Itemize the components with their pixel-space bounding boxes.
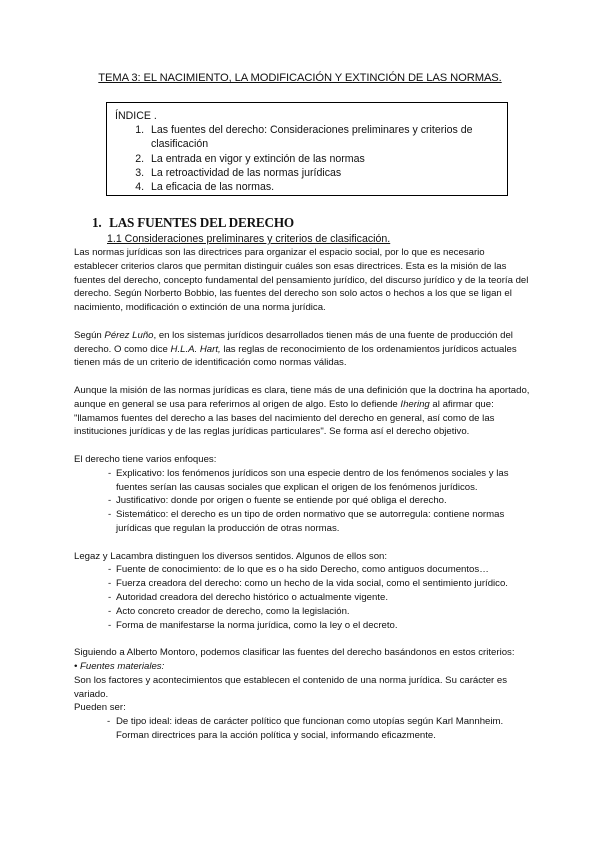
- list-item: - Explicativo: los fenómenos jurídicos son una especie dentro de los fenómenos sociales y las fuentes serían las causas sociales que explican el origen de los fenómenos jurídicos.: [108, 467, 530, 495]
- paragraph: Legaz y Lacambra distinguen los diversos sentidos. Algunos de ellos son:: [74, 550, 388, 562]
- paragraph: El derecho tiene varios enfoques:: [74, 453, 217, 465]
- document-body: [74, 246, 530, 743]
- subsection-heading: 1.1 Consideraciones preliminares y criterios de clasificación.: [107, 233, 391, 245]
- paragraph: Siguiendo a Alberto Montoro, podemos clasificar las fuentes del derecho basándonos en estos criterios:: [74, 647, 515, 659]
- author-name: Ihering: [400, 398, 430, 410]
- enfoques-list: [74, 467, 530, 536]
- section-heading-text: LAS FUENTES DEL DERECHO: [109, 215, 294, 230]
- index-box: [106, 102, 508, 196]
- index-item: 2. La entrada en vigor y extinción de las normas: [147, 152, 499, 166]
- paragraph: Aunque la misión de las normas jurídicas es clara, tiene más de una definición que la doctrina ha aportado, aunque en general se usa para referirnos al origen de algo. Esto lo defiende Ihering al afirmar que: "llamamos fuentes del derecho a las bases del nacimiento del derecho en general, así como de las instituciones jurídicas y de las reglas jurídicas particulares". Se forma así el derecho objetivo.: [74, 384, 530, 438]
- list-item: - Acto concreto creador de derecho, como la legislación.: [108, 605, 530, 619]
- list-item: - Autoridad creadora del derecho histórico o actualmente vigente.: [108, 591, 530, 605]
- list-item: - Justificativo: donde por origen o fuente se entiende por qué obliga el derecho.: [108, 494, 530, 508]
- list-item: - Sistemático: el derecho es un tipo de orden normativo que se autorregula: contiene normas jurídicas que regulan la producción de otras normas.: [108, 508, 530, 536]
- subheading-fuentes-materiales: • Fuentes materiales:: [74, 660, 165, 672]
- list-item: - Fuente de conocimiento: de lo que es o ha sido Derecho, como antiguos documentos…: [108, 563, 530, 577]
- index-item: 3. La retroactividad de las normas jurídicas: [147, 166, 499, 180]
- tipos-list: [74, 715, 530, 743]
- author-name: Pérez Luño: [104, 329, 154, 341]
- index-item: 1. Las fuentes del derecho: Consideraciones preliminares y criterios de clasificación: [147, 123, 499, 151]
- paragraph: Según Pérez Luño, en los sistemas jurídicos desarrollados tienen más de una fuente de producción del derecho. O como dice H.L.A. Hart, las reglas de reconocimiento de los ordenamientos jurídicos actuales tienen más de un criterio de identificación como normas válidas.: [74, 329, 517, 369]
- section-heading: [92, 215, 294, 231]
- index-list: [115, 123, 499, 194]
- index-heading: ÍNDICE .: [115, 110, 157, 122]
- paragraph: Son los factores y acontecimientos que establecen el contenido de una norma jurídica. Su carácter es variado.: [74, 674, 508, 700]
- sentidos-list: [74, 563, 530, 632]
- paragraph: Las normas jurídicas son las directrices para organizar el espacio social, por lo que es necesario establecer criterios claros que permitan distinguir cuáles son esas directrices. Esta es la misión de las fuentes del derecho, concepto fundamental del pensamiento jurídico, del discurso jurídico y de la teoría del derecho. Según Norberto Bobbio, las fuentes del derecho son solo actos o hechos a los que se ligan el nacimiento, modificación o extinción de una norma jurídica.: [74, 247, 529, 314]
- list-item: - Fuerza creadora del derecho: como un hecho de la vida social, como el sentimiento jurídico.: [108, 577, 530, 591]
- section-number: 1.: [92, 215, 102, 230]
- author-name: H.L.A. Hart,: [170, 343, 221, 355]
- index-item: 4. La eficacia de las normas.: [147, 180, 499, 194]
- list-item: - De tipo ideal: ideas de carácter político que funcionan como utopías según Karl Mannheim. Forman directrices para la acción política y social, informando eficazmente.: [107, 715, 530, 743]
- document-title: TEMA 3: EL NACIMIENTO, LA MODIFICACIÓN Y EXTINCIÓN DE LAS NORMAS.: [98, 72, 502, 84]
- list-item: - Forma de manifestarse la norma jurídica, como la ley o el decreto.: [108, 619, 530, 633]
- paragraph: Pueden ser:: [74, 702, 126, 714]
